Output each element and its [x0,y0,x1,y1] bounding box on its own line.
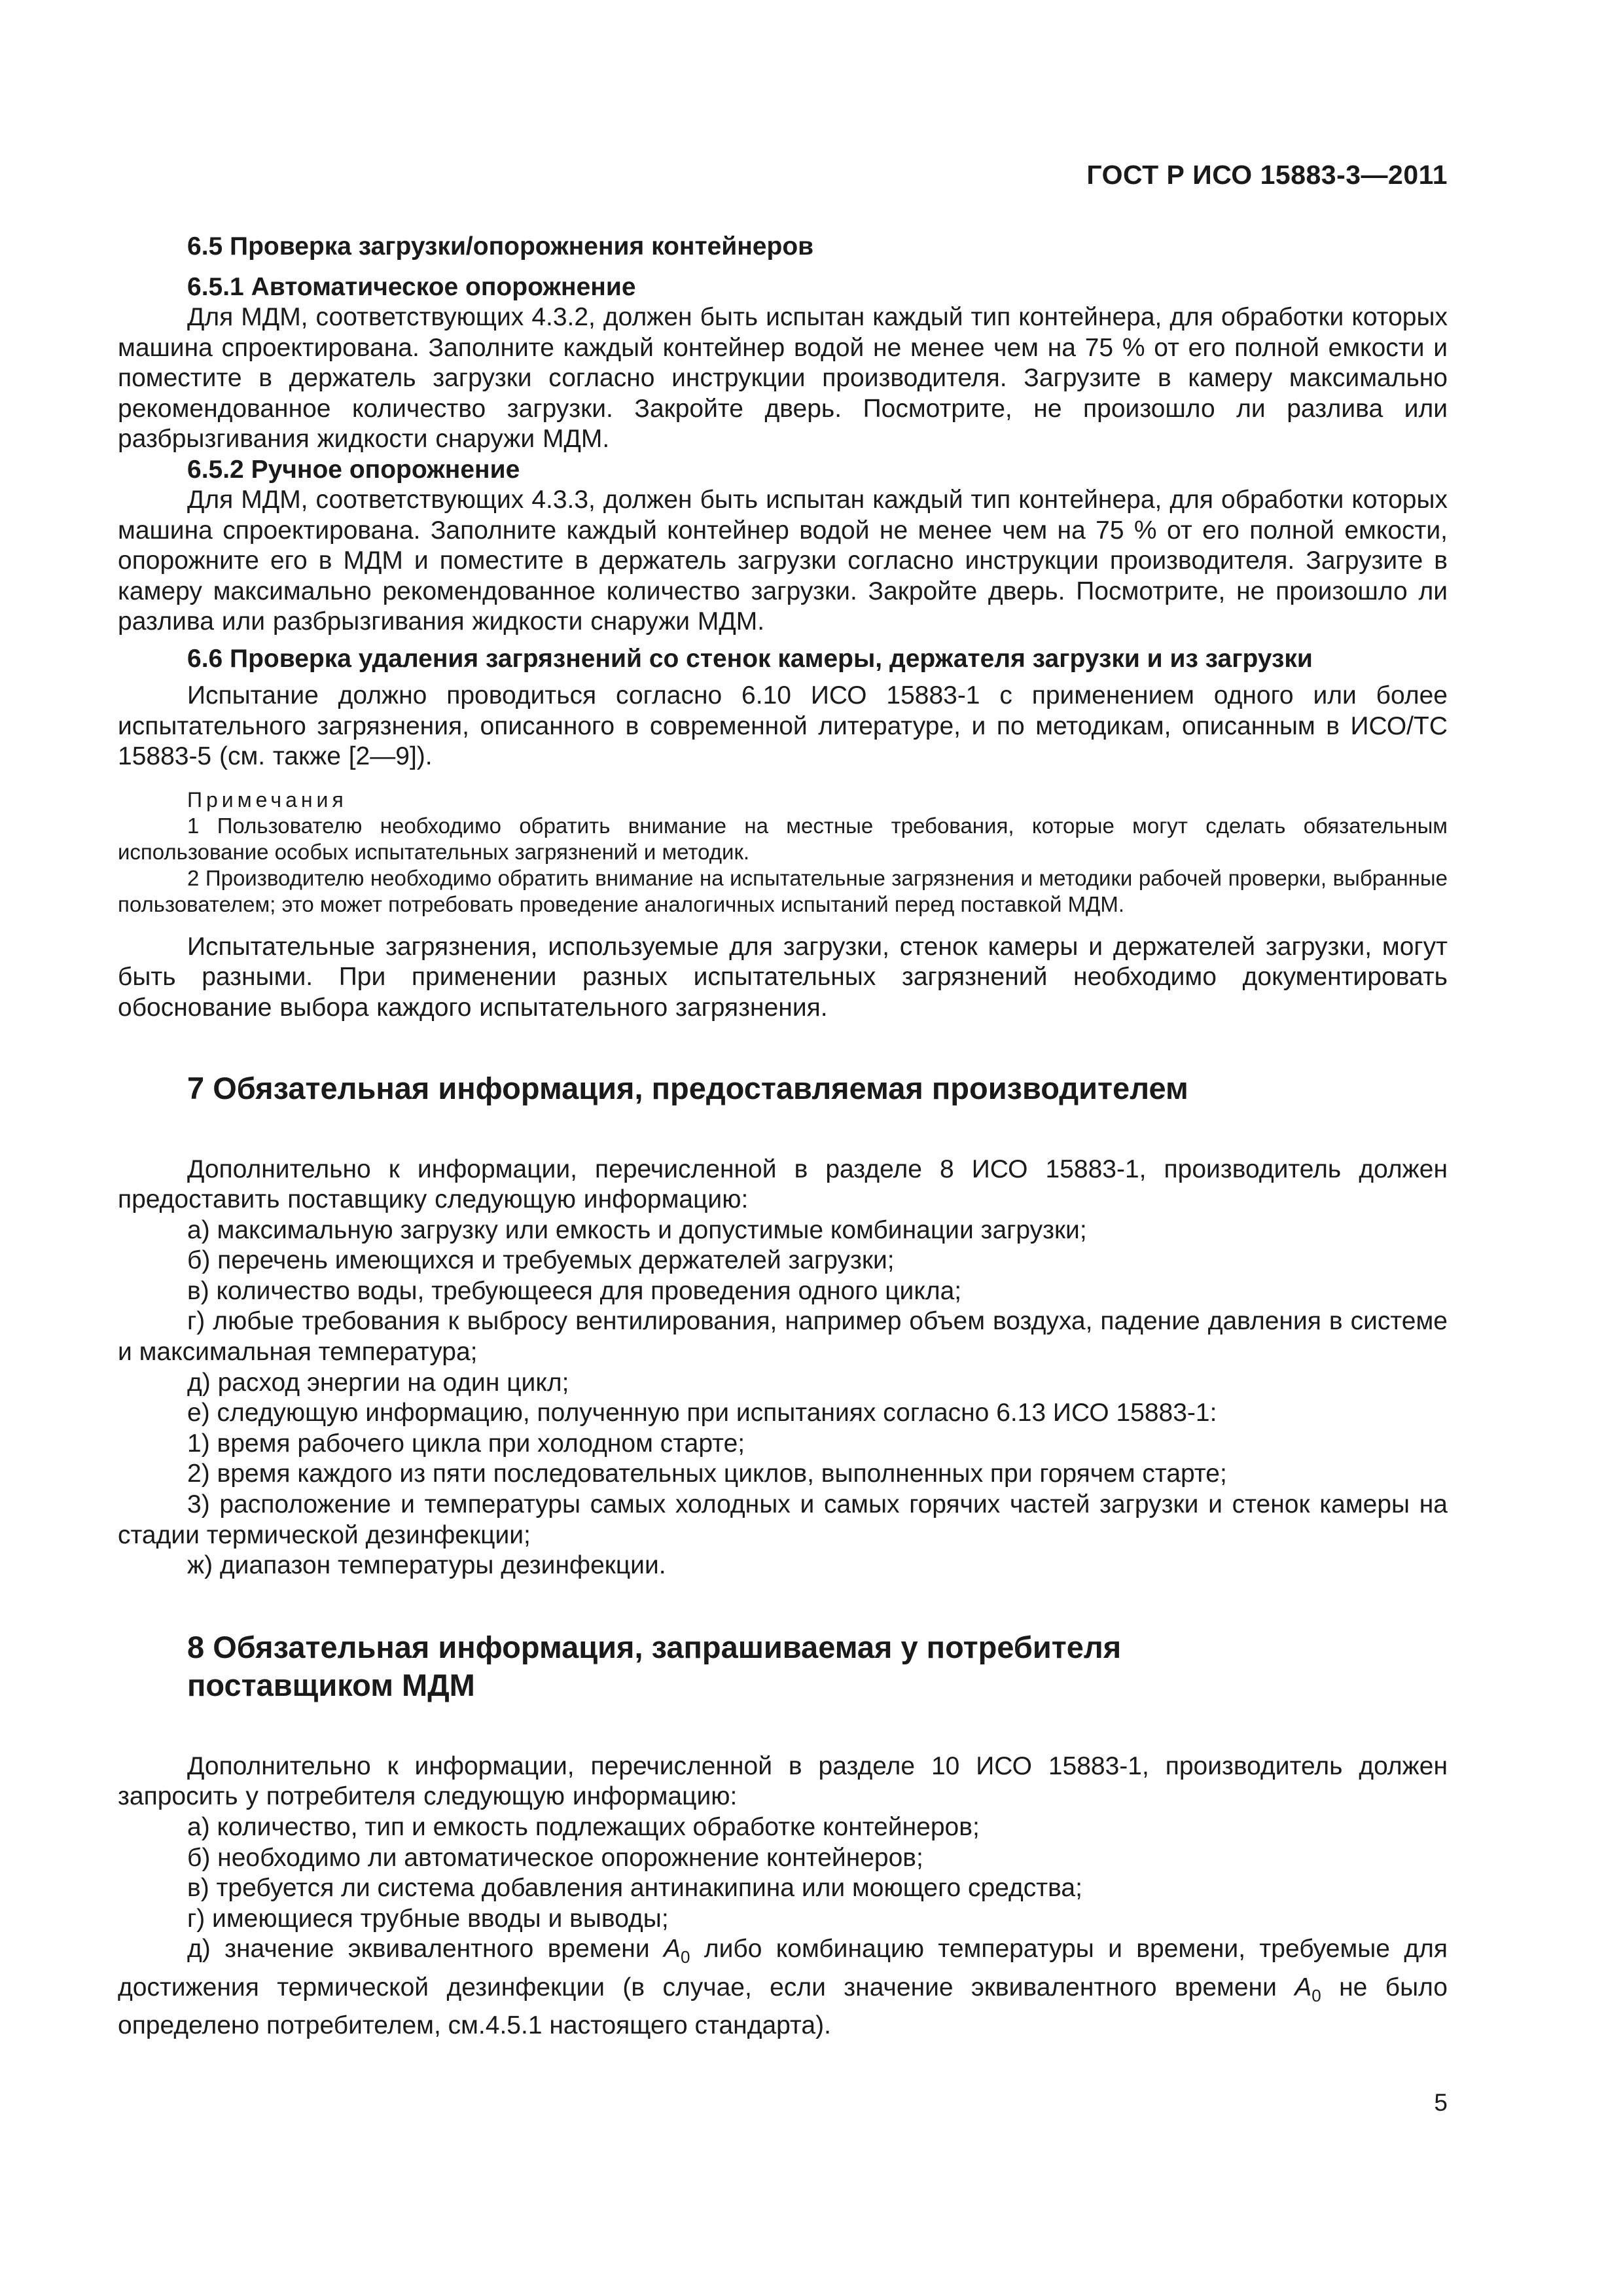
document-page [118,0,1448,2296]
list-item: 2) время каждого из пяти последовательных циклов, выполненных при горячем старте; [187,1460,1227,1488]
item-d-text-1: д) значение эквивалентного времени [187,1935,664,1964]
item-d-var-2: A [1294,1973,1312,2001]
list-item: 3) расположение и температуры самых холодных и самых горячих частей загрузки и стенок камеры на стадии термической дезинфекции; [118,1490,1448,1549]
section-8-title [118,1628,1448,1704]
section-6-5-title: 6.5 Проверка загрузки/опорожнения контейнеров [187,232,814,260]
list-item: а) количество, тип и емкость подлежащих обработке контейнеров; [187,1813,980,1841]
section-8-intro: Дополнительно к информации, перечисленной в разделе 10 ИСО 15883-1, производитель должен запросить у потребителя следующую информацию: [118,1751,1448,1811]
item-d-sub-2: 0 [1311,1985,1321,2005]
note-2: 2 Производителю необходимо обратить внимание на испытательные загрязнения и методики рабочей проверки, выбранные пользователем; это может потребовать проведение аналогичных испытаний перед поставкой МДМ. [118,865,1448,916]
list-item: б) перечень имеющихся и требуемых держателей загрузки; [187,1246,895,1275]
list-item-d [118,1934,1448,2041]
item-d-text-2: либо комбинацию температуры и времени, требуемые для достижения термической дезинфекции (в случае, если значение эквивалентного времени [118,1935,1448,2001]
list-item: г) имеющиеся трубные вводы и выводы; [187,1904,669,1933]
note-1: 1 Пользователю необходимо обратить внимание на местные требования, которые могут сделать обязательным использование особых испытательных загрязнений и методик. [118,813,1448,864]
list-item: д) расход энергии на один цикл; [187,1368,569,1397]
item-d-var: A [663,1935,681,1964]
section-7-intro: Дополнительно к информации, перечисленной в разделе 8 ИСО 15883-1, производитель должен предоставить поставщику следующую информацию: [118,1155,1448,1214]
list-item: а) максимальную загрузку или емкость и допустимые комбинации загрузки; [187,1215,1087,1244]
section-6-5-2-title: 6.5.2 Ручное опорожнение [187,455,520,484]
section-8-title-line-1: 8 Обязательная информация, запрашиваемая у потребителя [187,1629,1122,1664]
section-7-title: 7 Обязательная информация, предоставляемая производителем [187,1070,1188,1105]
section-6-6-text-2: Испытательные загрязнения, используемые для загрузки, стенок камеры и держателей загрузки, могут быть разными. При применении разных испытательных загрязнений необходимо документировать обоснование выбора каждого испытательного загрязнения. [118,932,1448,1022]
section-6-6-text: Испытание должно проводиться согласно 6.10 ИСО 15883-1 с применением одного или более испытательного загрязнения, описанного в современной литературе, и по методикам, описанным в ИСО/ТС 15883-5 (см. также [2—9]). [118,681,1448,771]
list-item: ж) диапазон температуры дезинфекции. [187,1551,666,1580]
list-item: 1) время рабочего цикла при холодном старте; [187,1429,745,1458]
list-item: г) любые требования к выбросу вентилирования, например объем воздуха, падение давления в системе и максимальная температура; [118,1307,1448,1367]
item-d-sub: 0 [681,1947,690,1967]
list-item: б) необходимо ли автоматическое опорожнение контейнеров; [187,1843,923,1872]
list-item: в) количество воды, требующееся для проведения одного цикла; [187,1276,962,1305]
section-8-title-line-2: поставщиком МДМ [187,1667,475,1702]
section-6-5-2-text: Для МДМ, соответствующих 4.3.3, должен быть испытан каждый тип контейнера, для обработки которых машина спроектирована. Заполните каждый контейнер водой не менее чем на 75 % от его полной емкости, опорожните его в МДМ и поместите в держатель загрузки согласно инструкции производителя. Загрузите в камеру максимально рекомендованное количество загрузки. Закройте дверь. Посмотрите, не произошло ли разлива или разбрызгивания жидкости снаружи МДМ. [118,485,1448,636]
section-6-5-1-text: Для МДМ, соответствующих 4.3.2, должен быть испытан каждый тип контейнера, для обработки которых машина спроектирована. Заполните каждый контейнер водой не менее чем на 75 % от его полной емкости и поместите в держатель загрузки согласно инструкции производителя. Загрузите в камеру максимально рекомендованное количество загрузки. Закройте дверь. Посмотрите, не произошло ли разлива или разбрызгивания жидкости снаружи МДМ. [118,303,1448,454]
document-body [118,232,1448,2041]
document-header: ГОСТ Р ИСО 15883-3—2011 [1086,160,1448,190]
section-6-6-title: 6.6 Проверка удаления загрязнений со стенок камеры, держателя загрузки и из загрузки [187,644,1313,673]
list-item: в) требуется ли система добавления антинакипина или моющего средства; [187,1874,1082,1903]
notes-title: Примечания [187,787,348,812]
page-number: 5 [1434,2089,1448,2116]
list-item: е) следующую информацию, полученную при испытаниях согласно 6.13 ИСО 15883-1: [187,1399,1217,1427]
item-d-text-3: не было определено потребителем, см.4.5.1 настоящего стандарта). [118,1973,1448,2040]
section-6-5-1-title: 6.5.1 Автоматическое опорожнение [187,273,636,301]
